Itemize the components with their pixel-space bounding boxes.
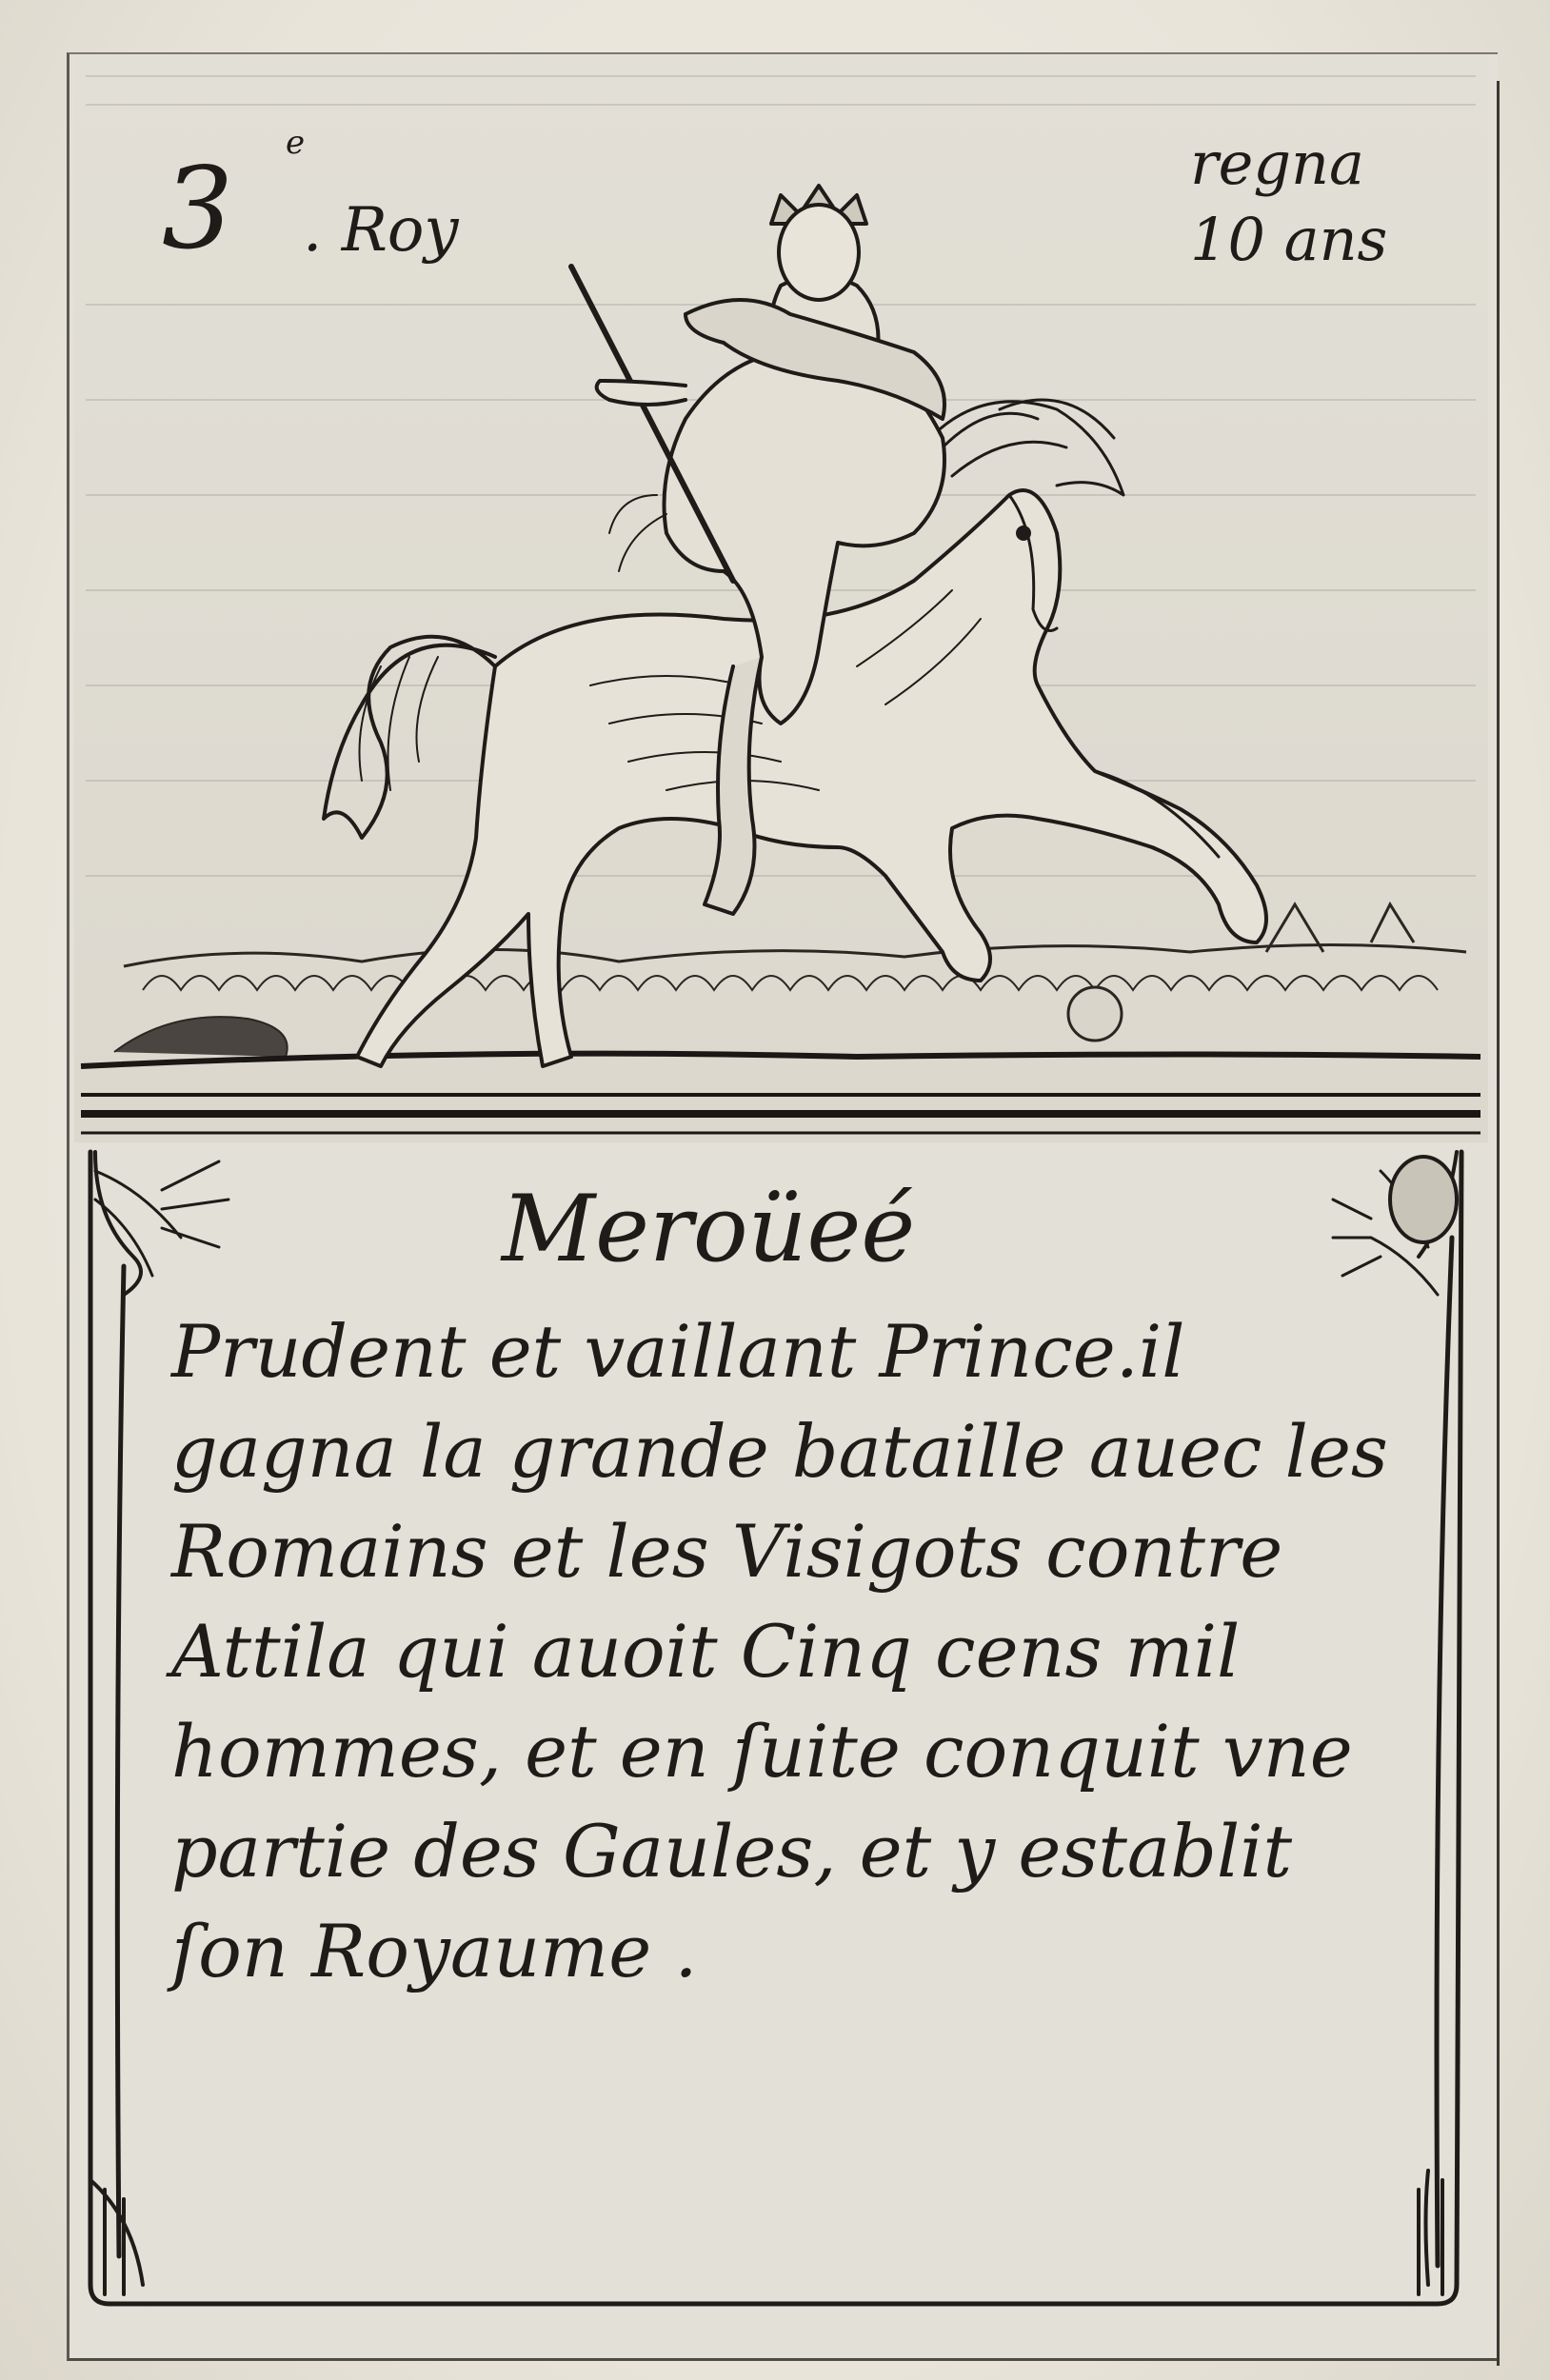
rank-superscript: e: [286, 124, 306, 162]
caption-line: ſon Royaume .: [171, 1909, 698, 1993]
caption-line: Prudent et vaillant Prince.il: [171, 1309, 1185, 1394]
caption-line: gagna la grande bataille auec les: [171, 1409, 1388, 1494]
reign-duration: 10 ans: [1190, 205, 1388, 274]
rank-title: . Roy: [303, 195, 459, 266]
caption-line: Attila qui auoit Cinq cens mil: [171, 1609, 1241, 1694]
king-name: Meroüeé: [501, 1176, 916, 1282]
card-rank-number: 3: [162, 143, 234, 274]
caption-line: partie des Gaules, et y establit: [171, 1809, 1293, 1894]
caption-text: [171, 1309, 1447, 2013]
reign-label: regna: [1190, 129, 1364, 198]
ground: [81, 1054, 1480, 1133]
caption-line: Romains et les Visigots contre: [171, 1509, 1283, 1594]
caption-line: hommes, et en ſuite conquit vne: [171, 1709, 1353, 1794]
horse-and-rider: [324, 186, 1266, 1066]
